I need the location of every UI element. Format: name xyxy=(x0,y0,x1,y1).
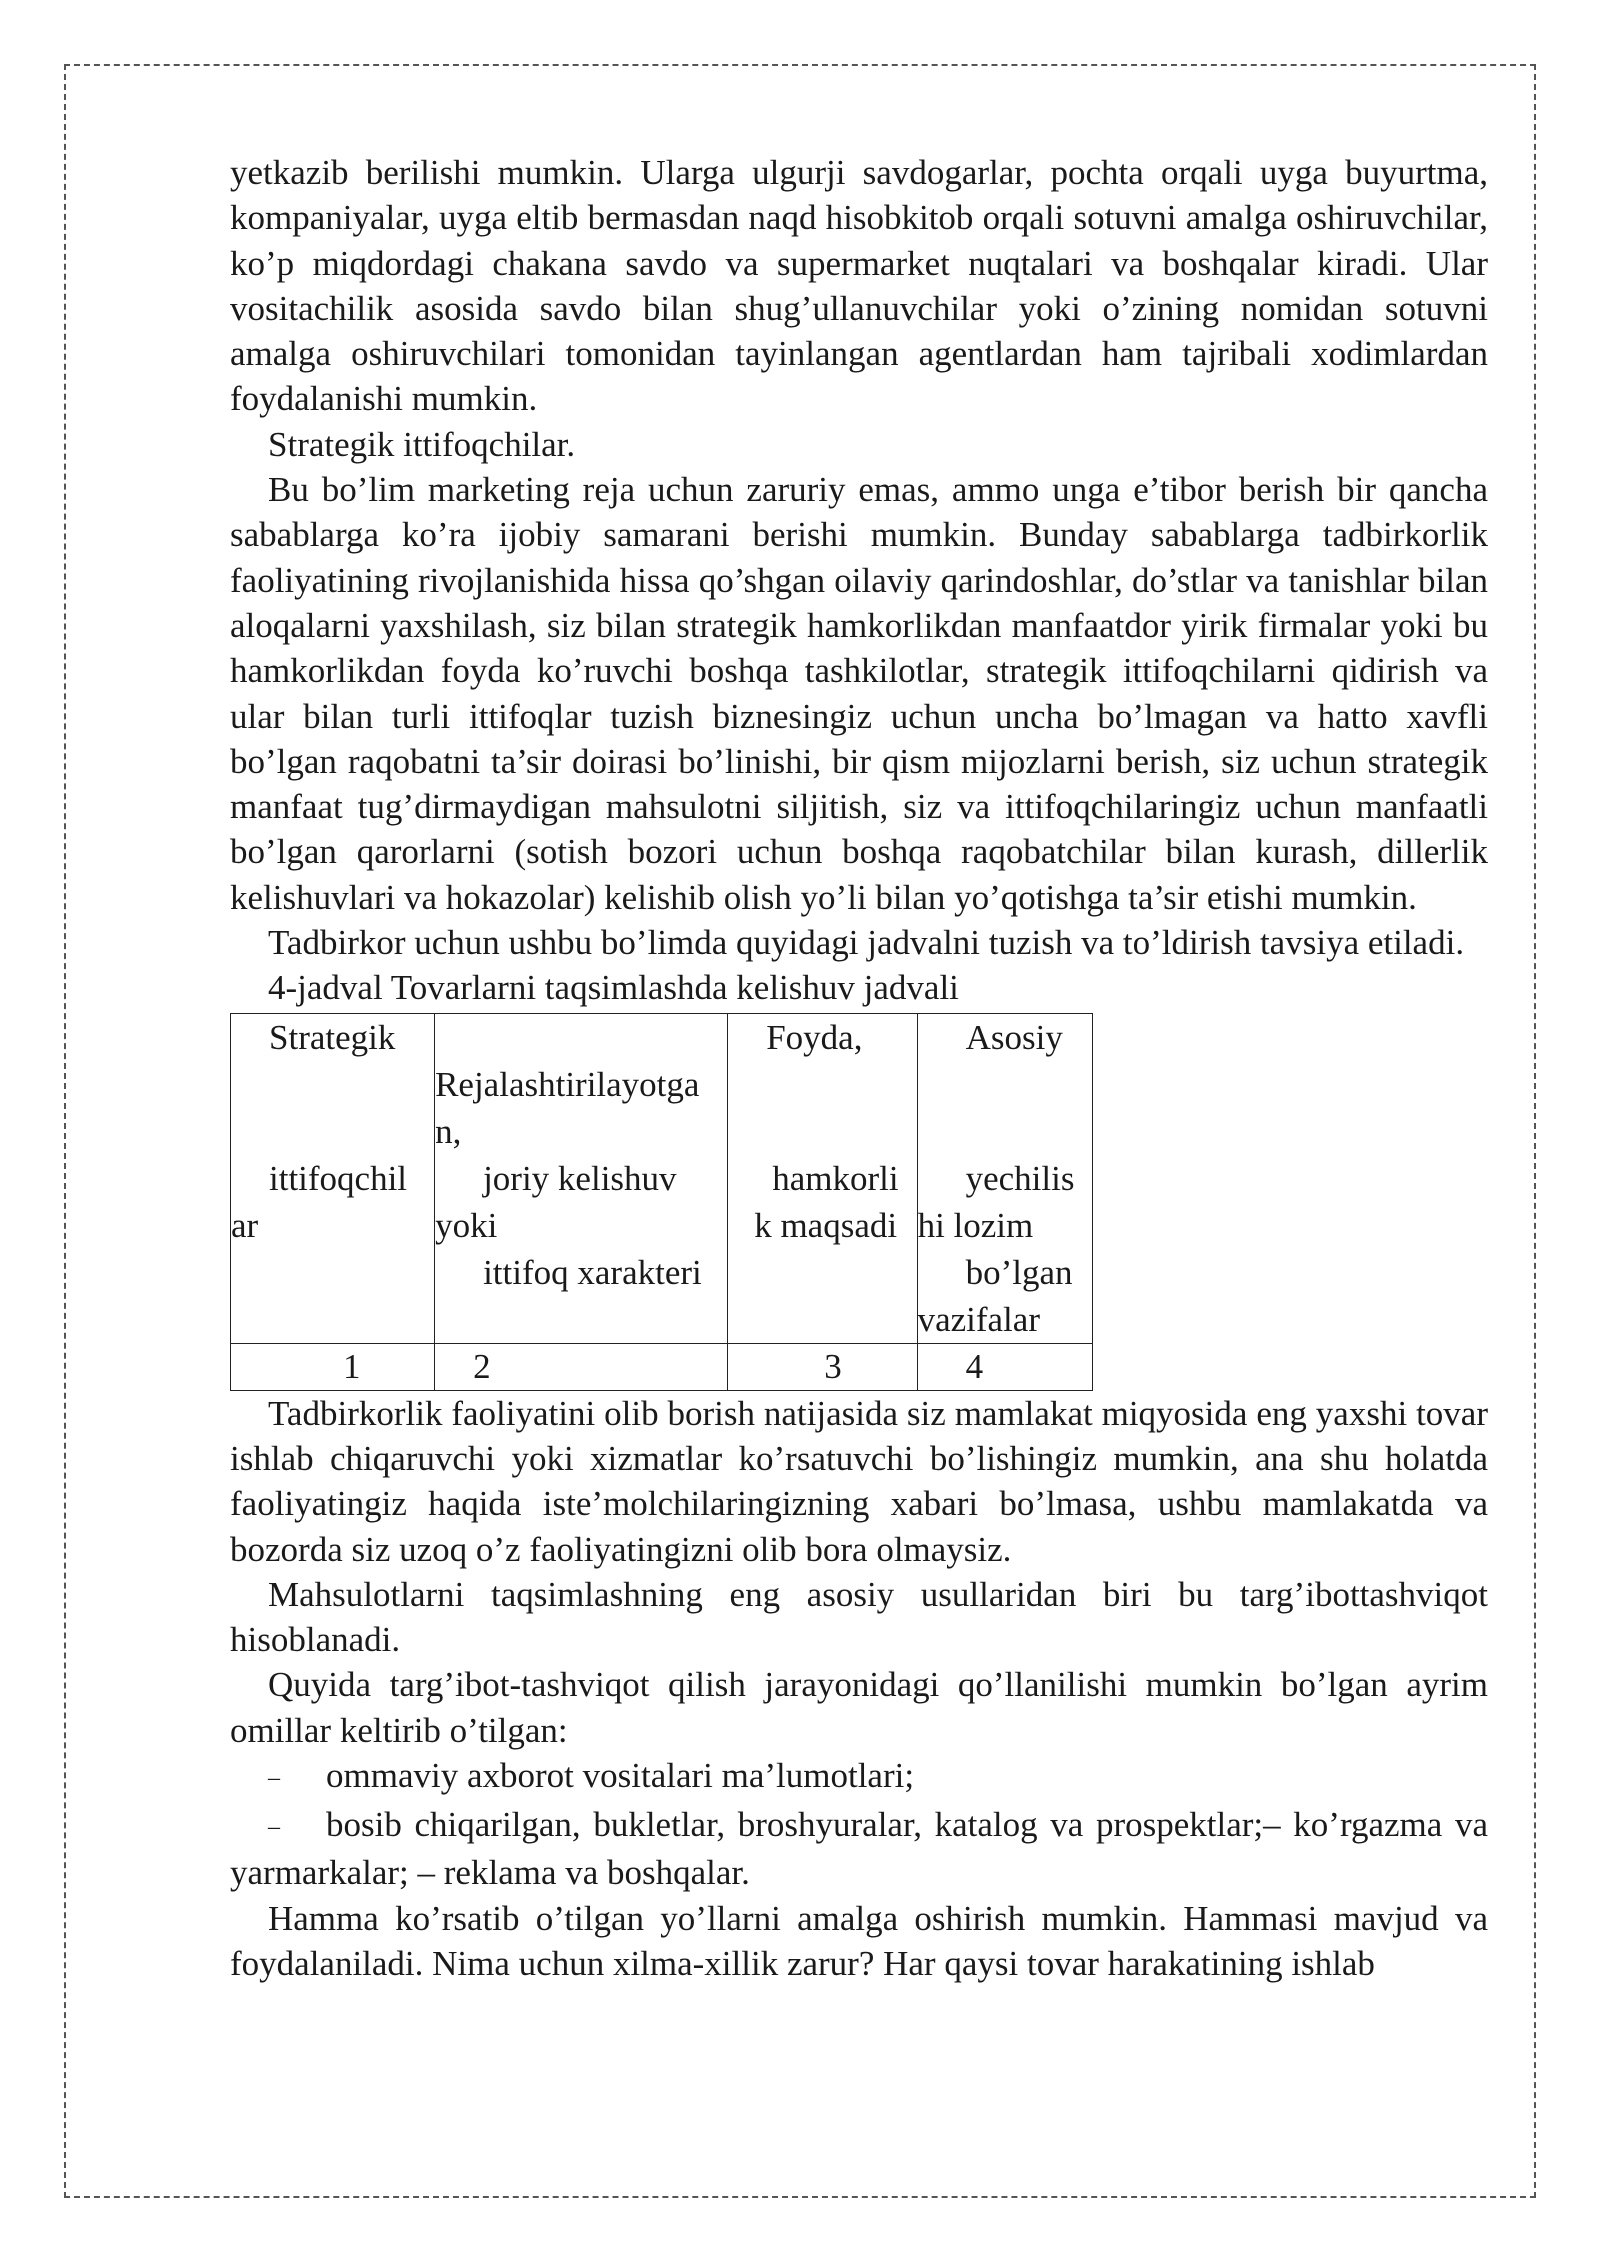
paragraph: Quyida targ’ibot-tashviqot qilish jarayonidagi qo’llanilishi mumkin bo’lgan ayrim omillar keltirib o’tilgan: xyxy=(230,1665,1488,1750)
section-heading: Strategik ittifoqchilar. xyxy=(268,424,576,464)
header-text: Asosiy xyxy=(965,1017,1063,1057)
document-body xyxy=(230,150,1488,1986)
paragraph: Tadbirkorlik faoliyatini olib borish natijasida siz mamlakat miqyosida eng yaxshi tovar ishlab chiqaruvchi yoki xizmatlar ko’rsatuvchi bo’lishingiz mumkin, ana shu holatda faoliyatingiz haqida iste’molchilaringizning xabari bo’lmasa, ushbu mamlakatda va bozorda siz uzoq o’z faoliyatingizni olib bora olmaysiz. xyxy=(230,1393,1488,1569)
header-text: ar xyxy=(231,1205,259,1245)
number-cell: 3 xyxy=(728,1343,917,1390)
table-header-row xyxy=(231,1013,1093,1343)
paragraph: yetkazib berilishi mumkin. Ularga ulgurji savdogarlar, pochta orqali uyga buyurtma, kompaniyalar, uyga eltib bermasdan naqd hisobkitob orqali sotuvni amalga oshiruvchilar, ko’p miqdordagi chakana savdo va supermarket nuqtalari va boshqalar kiradi. Ular vositachilik asosida savdo bilan shug’ullanuvchilar yoki o’zining nomidan sotuvni amalga oshiruvchilari tomonidan tayinlangan agentlardan ham tajribali xodimlardan foydalanishi mumkin. xyxy=(230,153,1488,419)
list-item xyxy=(230,1753,1488,1802)
header-text: Rejalashtirilayotga xyxy=(435,1064,700,1104)
header-text: bo’lgan xyxy=(965,1252,1073,1292)
header-text: joriy kelishuv xyxy=(483,1158,677,1198)
header-cell-benefit-purpose xyxy=(728,1013,917,1343)
paragraph: Hamma ko’rsatib o’tilgan yo’llarni amalga oshirish mumkin. Hammasi mavjud va foydalaniladi. Nima uchun xilma-xillik zarur? Har qaysi tovar harakatining ishlab xyxy=(230,1898,1488,1983)
paragraph: Mahsulotlarni taqsimlashning eng asosiy usullaridan biri bu targ’ibottashviqot hisoblanadi. xyxy=(230,1574,1488,1660)
dash-bullet: – xyxy=(268,1813,280,1840)
header-text: yechilis xyxy=(965,1158,1075,1198)
list-item xyxy=(230,1802,1488,1896)
header-cell-strategic-allies xyxy=(231,1013,435,1343)
number-cell: 2 xyxy=(435,1343,728,1390)
header-text: n, xyxy=(435,1111,462,1151)
list-item-text: ommaviy axborot vositalari ma’lumotlari; xyxy=(326,1756,915,1796)
header-text: k maqsadi xyxy=(754,1205,898,1245)
table-caption: 4-jadval Tovarlarni taqsimlashda kelishuv jadvali xyxy=(268,968,959,1008)
table-number-row xyxy=(231,1343,1093,1390)
number-cell: 4 xyxy=(917,1343,1092,1390)
header-cell-main-tasks xyxy=(917,1013,1092,1343)
header-text: vazifalar xyxy=(917,1299,1040,1339)
header-text: ittifoqchil xyxy=(269,1158,408,1198)
header-text: Strategik xyxy=(269,1017,396,1057)
number-cell: 1 xyxy=(231,1343,435,1390)
agreement-table xyxy=(230,1013,1093,1391)
header-text: hamkorli xyxy=(772,1158,899,1198)
header-cell-agreement-character xyxy=(435,1013,728,1343)
header-text: Foyda, xyxy=(766,1017,863,1057)
paragraph: Tadbirkor uchun ushbu bo’limda quyidagi jadvalni tuzish va to’ldirish tavsiya etiladi. xyxy=(268,923,1465,963)
header-text: ittifoq xarakteri xyxy=(483,1252,702,1292)
header-text: hi lozim xyxy=(917,1205,1034,1245)
list-item-text: bosib chiqarilgan, bukletlar, broshyuralar, katalog va prospektlar;– ko’rgazma va yarmarkalar; – reklama va boshqalar. xyxy=(230,1804,1488,1893)
header-text: yoki xyxy=(435,1205,498,1245)
dash-bullet: – xyxy=(268,1765,280,1792)
paragraph: Bu bo’lim marketing reja uchun zaruriy emas, ammo unga e’tibor berish bir qancha sabablarga ko’ra ijobiy samarani berishi mumkin. Bunday sabablarga tadbirkorlik faoliyatining rivojlanishida hissa qo’shgan oilaviy qarindoshlar, do’stlar va tanishlar bilan aloqalarni yaxshilash, siz bilan strategik hamkorlikdan manfaatdor yirik firmalar yoki bu hamkorlikdan foyda ko’ruvchi boshqa tashkilotlar, strategik ittifoqchilarni qidirish va ular bilan turli ittifoqlar tuzish biznesingiz uchun uncha bo’lmagan va hatto xavfli bo’lgan raqobatni ta’sir doirasi bo’linishi, bir qism mijozlarni berish, siz uchun strategik manfaat tug’dirmaydigan mahsulotni siljitish, siz va ittifoqchilaringiz uchun manfaatli bo’lgan qarorlarni (sotish bozori uchun boshqa raqobatchilar bilan kurash, dillerlik kelishuvlari va hokazolar) kelishib olish yo’li bilan yo’qotishga ta’sir etishi mumkin. xyxy=(230,470,1488,917)
